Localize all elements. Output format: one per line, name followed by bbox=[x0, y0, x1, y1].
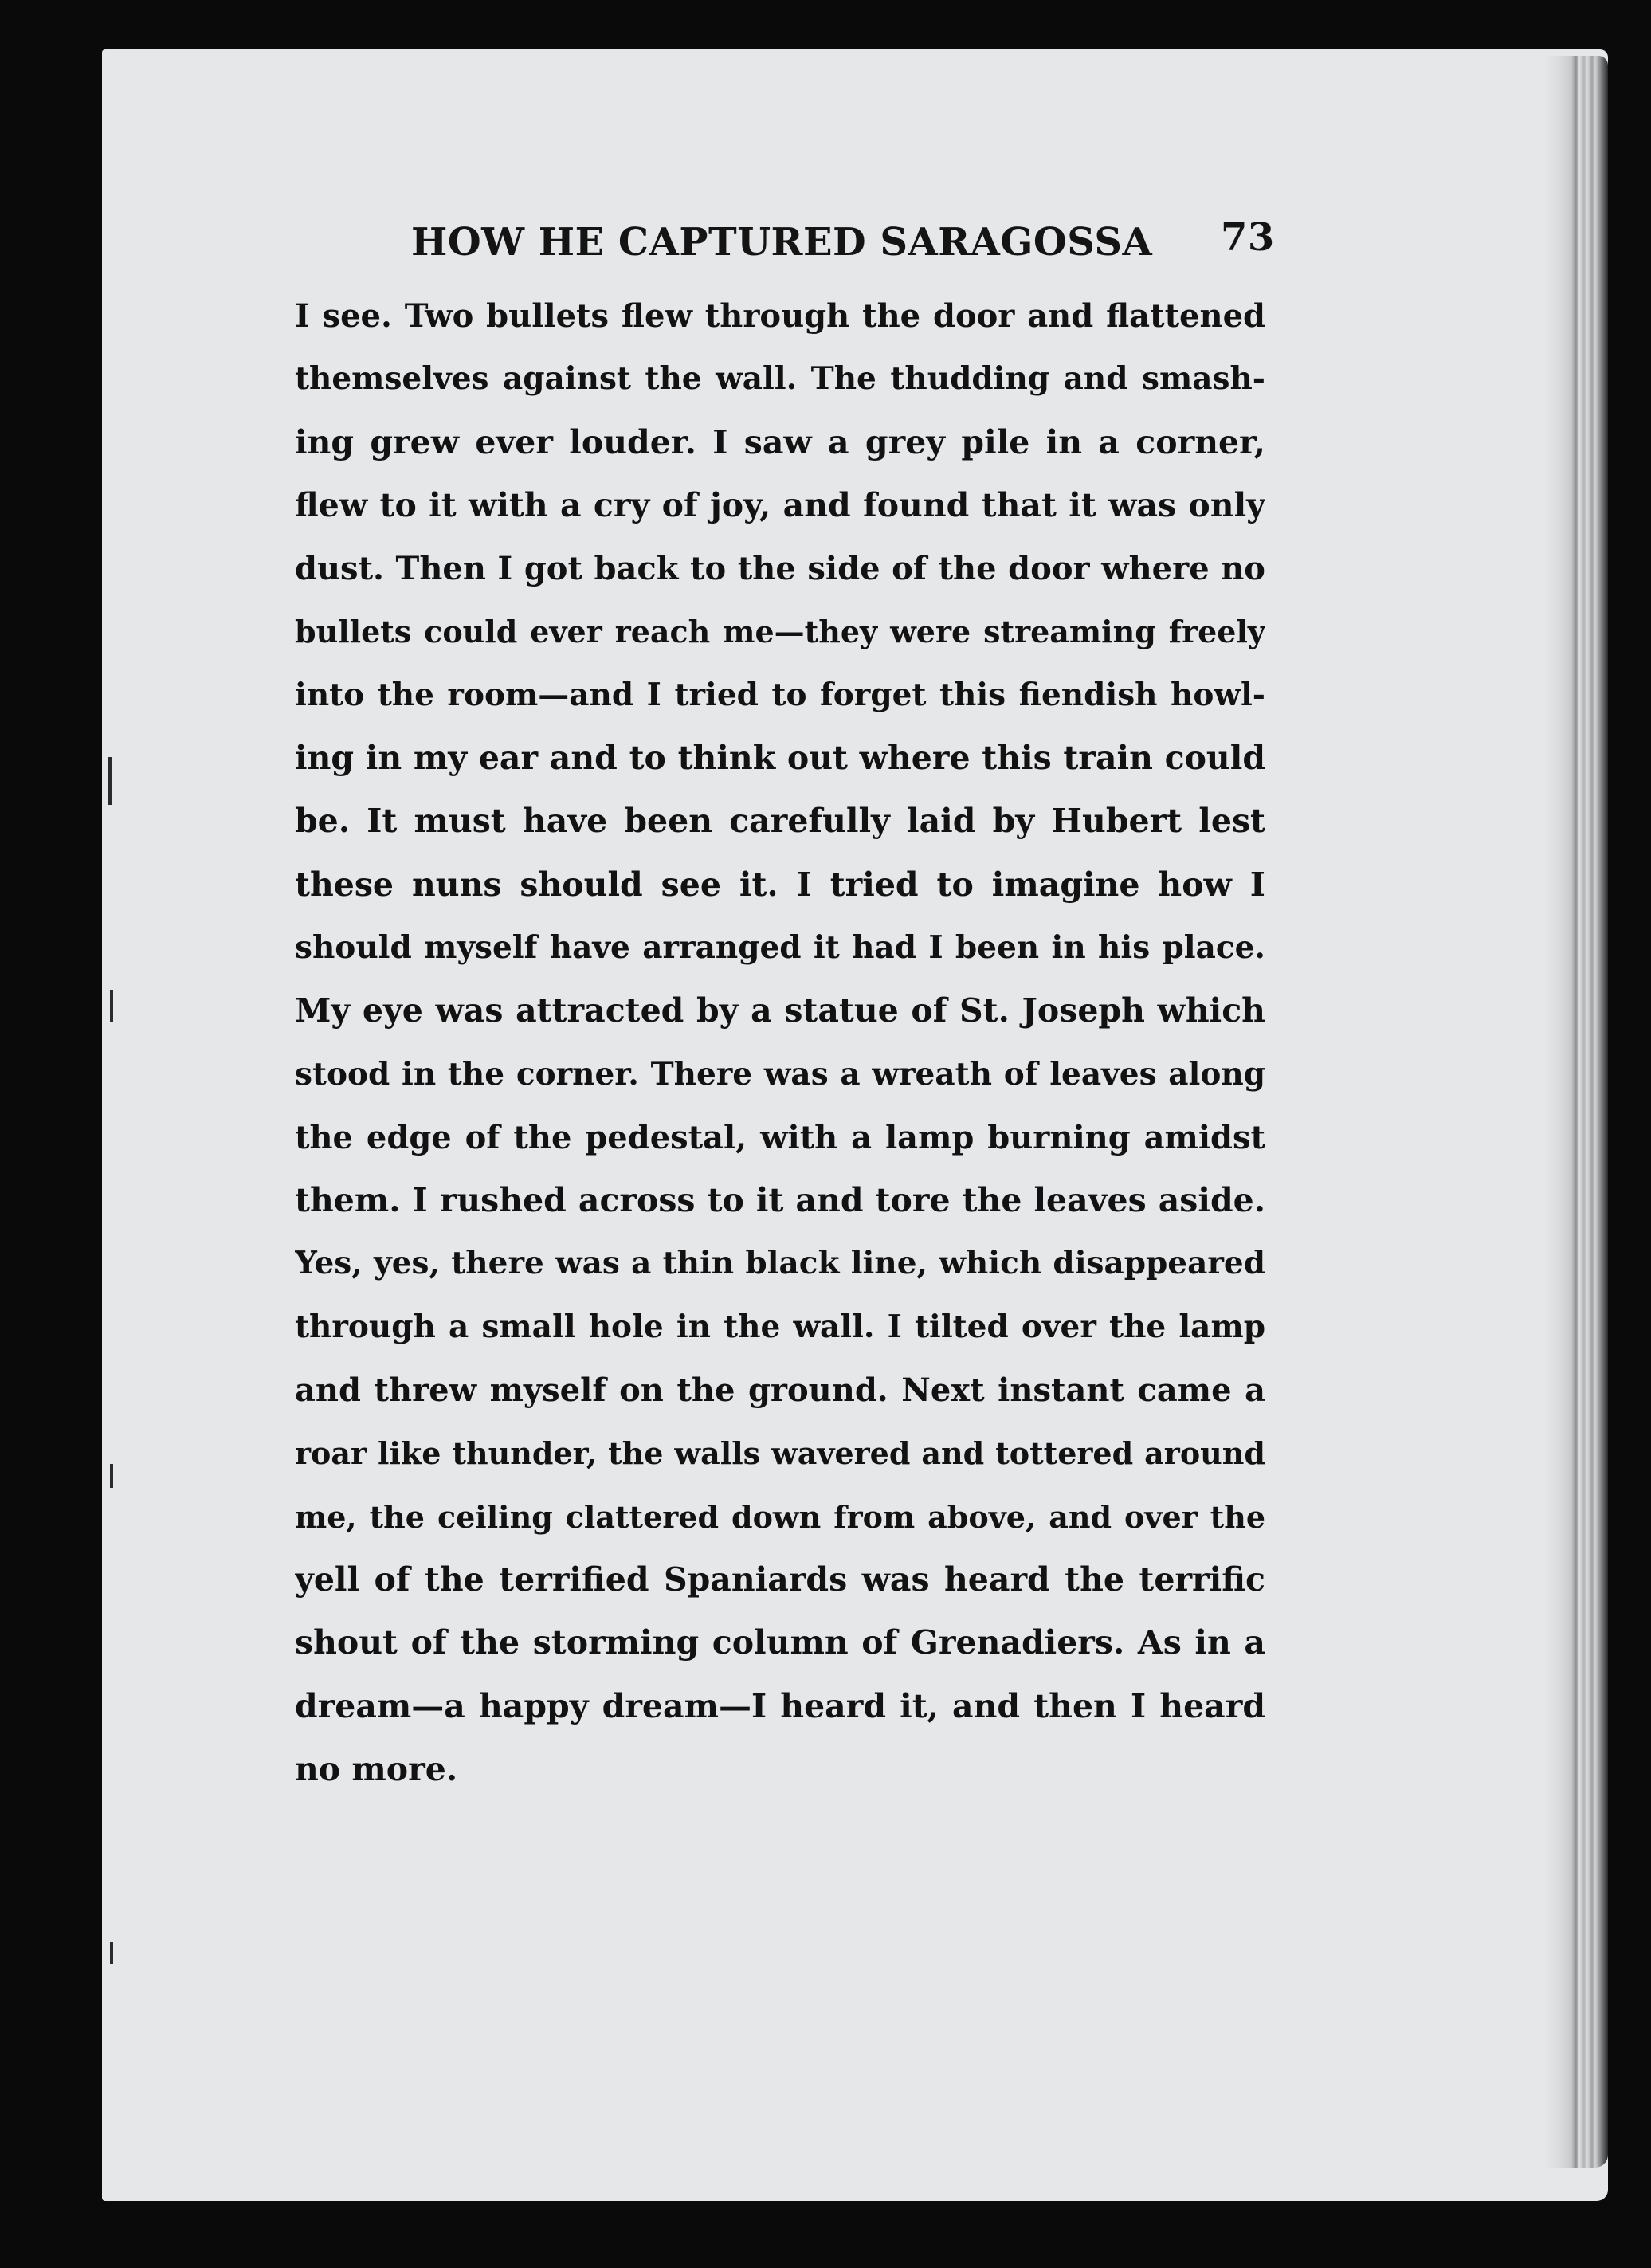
text-line: Yes, yes, there was a thin black line, which disappeared bbox=[295, 1245, 1265, 1282]
text-line: these nuns should see it. I tried to imagine how I bbox=[295, 865, 1265, 904]
scan-artifact-mark bbox=[110, 990, 113, 1022]
text-line: roar like thunder, the walls wavered and tottered around bbox=[295, 1435, 1265, 1472]
text-line: be. It must have been carefully laid by Hubert lest bbox=[295, 802, 1265, 841]
text-line: shout of the storming column of Grenadiers. As in a bbox=[295, 1623, 1265, 1662]
scan-artifact-mark bbox=[110, 1942, 113, 1964]
scan-artifact-mark bbox=[110, 1464, 113, 1488]
text-line: no more. bbox=[295, 1749, 458, 1788]
text-line: ing grew ever louder. I saw a grey pile in a corner, bbox=[295, 422, 1265, 461]
running-title: HOW HE CAPTURED SARAGOSSA bbox=[411, 220, 1153, 265]
page-number: 73 bbox=[1221, 215, 1275, 260]
text-line: should myself have arranged it had I been in his place. bbox=[295, 928, 1265, 966]
text-line: themselves against the wall. The thudding and smash- bbox=[295, 360, 1265, 398]
text-line: stood in the corner. There was a wreath of leaves along bbox=[295, 1055, 1265, 1093]
page-stack-edge bbox=[1544, 56, 1608, 2168]
text-line: yell of the terrified Spaniards was heard the terrific bbox=[295, 1560, 1265, 1599]
text-line: through a small hole in the wall. I tilted over the lamp bbox=[295, 1308, 1265, 1345]
running-head bbox=[295, 214, 1275, 269]
text-line: I see. Two bullets flew through the door and flattened bbox=[295, 297, 1265, 335]
text-line: dust. Then I got back to the side of the door where no bbox=[295, 550, 1265, 588]
text-line: and threw myself on the ground. Next instant came a bbox=[295, 1371, 1265, 1410]
text-line: My eye was attracted by a statue of St. Joseph which bbox=[295, 991, 1265, 1030]
text-line: the edge of the pedestal, with a lamp burning amidst bbox=[295, 1118, 1265, 1156]
text-line: dream—a happy dream—I heard it, and then I heard bbox=[295, 1686, 1265, 1725]
text-line: them. I rushed across to it and tore the leaves aside. bbox=[295, 1181, 1265, 1220]
text-line: into the room—and I tried to forget this fiendish howl- bbox=[295, 676, 1265, 713]
text-line: ing in my ear and to think out where this train could bbox=[295, 739, 1265, 778]
text-line: bullets could ever reach me—they were streaming freely bbox=[295, 614, 1265, 650]
text-line: me, the ceiling clattered down from above, and over the bbox=[295, 1498, 1265, 1535]
body-text bbox=[295, 284, 1265, 1801]
text-line: flew to it with a cry of joy, and found that it was only bbox=[295, 485, 1265, 524]
scan-artifact-mark bbox=[108, 757, 112, 805]
